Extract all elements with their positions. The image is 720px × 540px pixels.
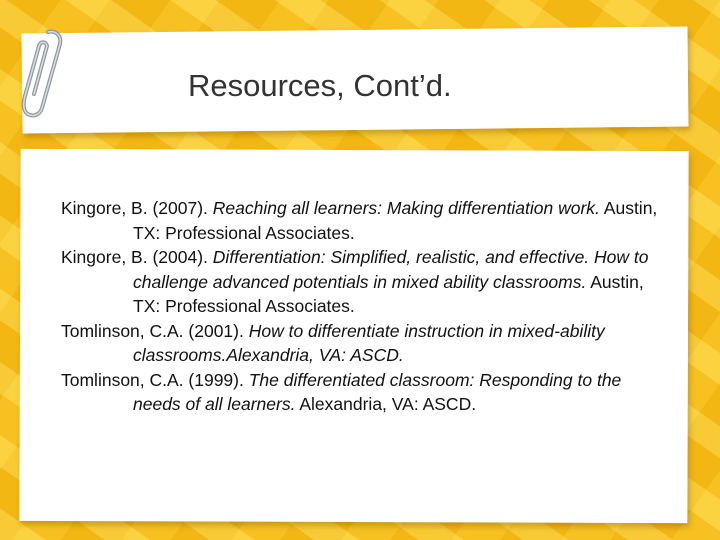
reference-item bbox=[61, 196, 671, 245]
reference-author: Tomlinson, C.A. (1999). bbox=[61, 369, 249, 390]
reference-title: Differentiation: Simplified, realistic, and effective. How to challenge advanced potentials in mixed ability classrooms. bbox=[133, 247, 649, 292]
reference-author: Kingore, B. (2007). bbox=[61, 198, 213, 218]
reference-author: Tomlinson, C.A. (2001). bbox=[61, 320, 249, 341]
reference-publisher: Alexandria, VA: ASCD. bbox=[295, 394, 477, 414]
reference-author: Kingore, B. (2004). bbox=[61, 247, 213, 267]
reference-item bbox=[61, 319, 671, 368]
reference-item bbox=[61, 368, 671, 417]
reference-list bbox=[61, 196, 671, 417]
page-title: Resources, Cont’d. bbox=[188, 68, 452, 103]
reference-title: The differentiated classroom: Responding to the needs of all learners. bbox=[133, 369, 622, 414]
reference-item bbox=[61, 245, 671, 319]
reference-publisher: Austin, TX: Professional Associates. bbox=[133, 271, 644, 316]
reference-title: Reaching all learners: Making differentiation work. bbox=[212, 198, 600, 218]
reference-title: How to differentiate instruction in mixed-ability classrooms.Alexandria, VA: ASCD. bbox=[133, 320, 605, 365]
paperclip-icon bbox=[8, 24, 68, 124]
reference-publisher: Austin, TX: Professional Associates. bbox=[133, 198, 658, 243]
